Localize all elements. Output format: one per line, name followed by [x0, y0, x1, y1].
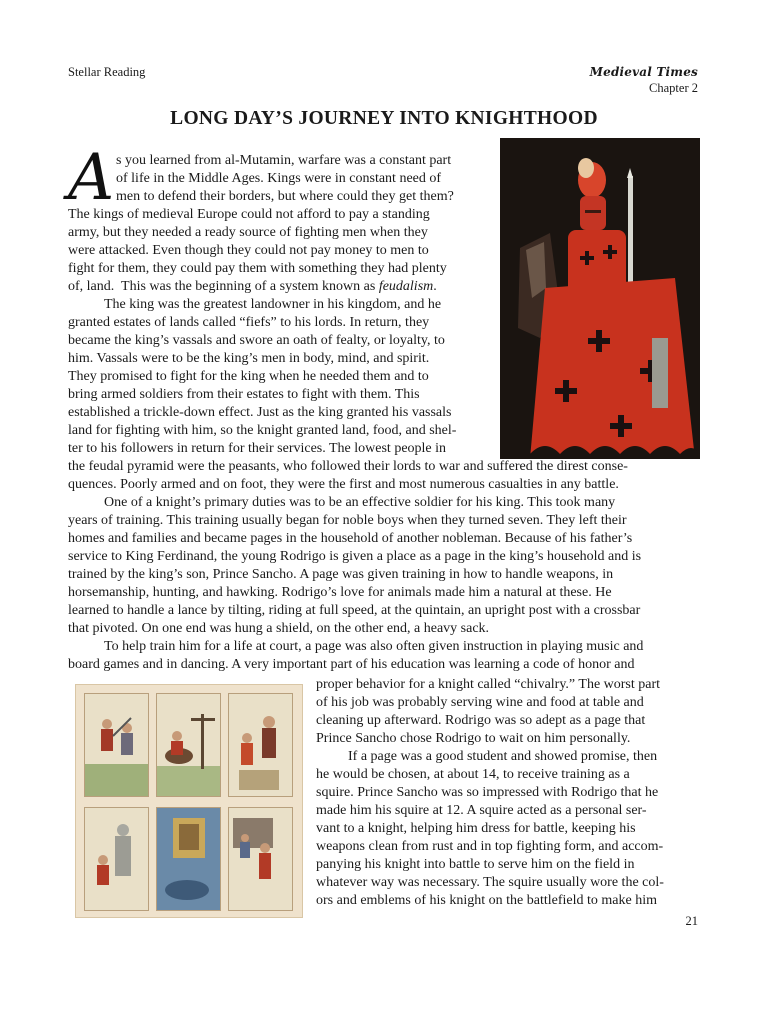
emphasis-feudalism: feudalism [378, 279, 434, 294]
text-line: ors and emblems of his knight on the battlefield to make him [316, 893, 657, 908]
text-line: established a trickle-down effect. Just as the king granted his vassals [68, 405, 452, 420]
page-title: LONG DAY’S JOURNEY INTO KNIGHTHOOD [170, 108, 598, 129]
text-line: Prince Sancho chose Rodrigo to wait on him personally. [316, 731, 631, 746]
text-fragment: . [433, 279, 437, 294]
text-line: he would be chosen, at about 14, to receive training as a [316, 767, 630, 782]
text-fragment: of, land. This was the beginning of a system known as [68, 279, 379, 294]
text-line: that pivoted. On one end was hung a shield, on the other end, a heavy sack. [68, 621, 490, 636]
text-line: granted estates of lands called “fiefs” to his lords. In return, they [68, 315, 430, 330]
text-line: men to defend their borders, but where could they get them? [116, 189, 454, 204]
weapon-lesson-scene [229, 694, 292, 796]
text-line: learned to handle a lance by tilting, riding at full speed, at the quintain, an upright post with a crossbar [68, 603, 641, 618]
text-line: proper behavior for a knight called “chivalry.” The worst part [316, 677, 661, 692]
text-line: weapons clean from rust and in top fighting form, and accom- [316, 839, 664, 854]
text-line: of life in the Middle Ages. Kings were in constant need of [116, 171, 442, 186]
illustration-panel [84, 807, 149, 911]
text-line: board games and in dancing. A very important part of his education was learning a code of honor and [68, 657, 635, 672]
text-line: trained by the king’s son, Prince Sancho. A page was given training in how to handle weapons, in [68, 567, 614, 582]
text-line: him. Vassals were to be the king’s men in body, mind, and spirit. [68, 351, 430, 366]
quintain-scene [157, 694, 220, 796]
illustration-panel [156, 693, 221, 797]
text-line: horsemanship, hunting, and hawking. Rodrigo’s love for animals made him a natural at these. He [68, 585, 612, 600]
text-line: were attacked. Even though they could not pay money to men to [68, 243, 429, 258]
text-line: They promised to fight for the king when he needed them and to [68, 369, 429, 384]
text-line: the feudal pyramid were the peasants, who followed their lords to war and suffered the direst conse- [68, 459, 628, 474]
text-line [68, 278, 437, 296]
chapter-label: Chapter 2 [649, 81, 698, 95]
knight-illustration [500, 138, 700, 459]
text-line: whatever way was necessary. The squire usually wore the col- [316, 875, 664, 890]
series-title: Medieval Times [589, 65, 698, 79]
text-line: of his job was probably serving wine and food at table and [316, 695, 644, 710]
header-right [590, 64, 698, 96]
serving-scene [229, 808, 292, 910]
illustration-panel [156, 807, 221, 911]
text-line: became the king’s vassals and swore an oath of fealty, or loyalty, to [68, 333, 445, 348]
text-line: made him his squire at 12. A squire acted as a personal ser- [316, 803, 647, 818]
text-line: army, but they needed a ready source of fighting men when they [68, 225, 428, 240]
sword-practice-scene [85, 694, 148, 796]
illustration-panel [84, 693, 149, 797]
text-line: s you learned from al-Mutamin, warfare was a constant part [116, 153, 452, 168]
knight-on-horse-image [500, 138, 700, 459]
page-training-illustrations [75, 684, 303, 918]
text-line: years of training. This training usually began for noble boys when they turned seven. They left their [68, 513, 627, 528]
text-line: vant to a knight, helping him dress for battle, keeping his [316, 821, 636, 836]
text-line: If a page was a good student and showed promise, then [348, 749, 658, 764]
header-left: Stellar Reading [68, 65, 146, 79]
illustration-panel [228, 807, 293, 911]
text-line: panying his knight into battle to serve him on the field in [316, 857, 635, 872]
page-number: 21 [685, 914, 698, 928]
text-line: fight for them, they could pay them with something they had plenty [68, 261, 447, 276]
text-line: service to King Ferdinand, the young Rodrigo is given a place as a page in the king’s household and is [68, 549, 642, 564]
illustration-panel [228, 693, 293, 797]
text-line: land for fighting with him, so the knight granted land, food, and shel- [68, 423, 457, 438]
text-line: squire. Prince Sancho was so impressed with Rodrigo that he [316, 785, 659, 800]
text-line: bring armed soldiers from their estates to fight with them. This [68, 387, 420, 402]
drop-cap: A [68, 141, 115, 215]
vigil-scene [157, 808, 220, 910]
text-line: quences. Poorly armed and on foot, they were the first and most numerous casualties in any battle. [68, 477, 619, 492]
text-line: The kings of medieval Europe could not afford to pay a standing [68, 207, 430, 222]
text-line: homes and families and became pages in the household of another nobleman. Because of his father’s [68, 531, 633, 546]
text-line: ter to his followers in return for their services. The lowest people in [68, 441, 447, 456]
text-line: cleaning up afterward. Rodrigo was so adept as a page that [316, 713, 646, 728]
armoring-scene [85, 808, 148, 910]
text-line: To help train him for a life at court, a page was also often given instruction in playing music and [104, 639, 644, 654]
text-line: One of a knight’s primary duties was to be an effective soldier for his king. This took many [104, 495, 616, 510]
text-line: The king was the greatest landowner in his kingdom, and he [104, 297, 442, 312]
